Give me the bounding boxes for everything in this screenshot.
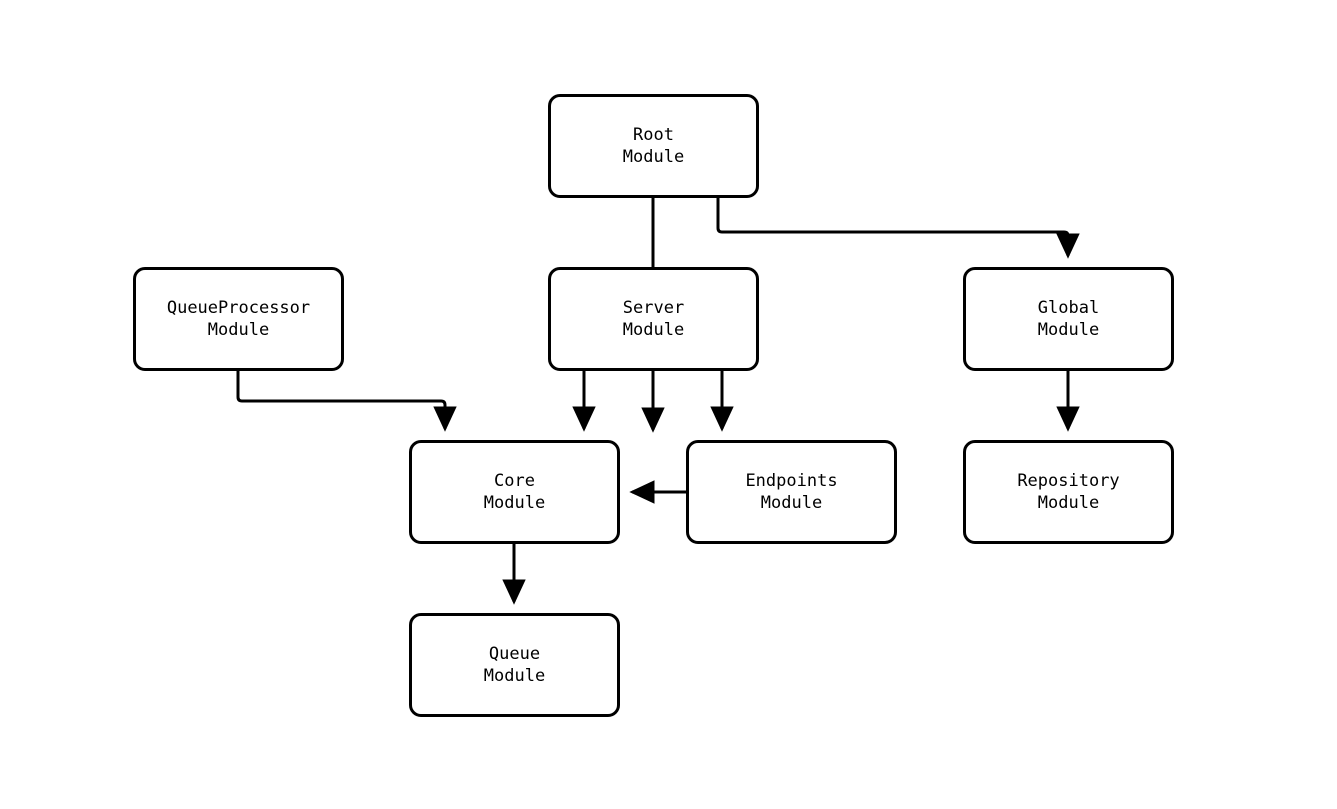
node-queue-module[interactable] [409, 613, 620, 717]
node-endpoints-module[interactable] [686, 440, 897, 544]
node-core-module-label-line1: Core [494, 471, 535, 491]
node-queue-module-label-line1: Queue [488, 644, 541, 664]
node-root-module[interactable] [548, 94, 759, 198]
node-queueprocessor-module[interactable] [133, 267, 344, 371]
node-repository-module[interactable] [963, 440, 1174, 544]
node-server-module-label-line1: Server [622, 298, 685, 318]
node-repository-module-label-line1: Repository [1017, 471, 1120, 491]
node-endpoints-module-label-line2: Module [760, 493, 823, 513]
node-server-module-label-line2: Module [622, 320, 685, 340]
node-global-module[interactable] [963, 267, 1174, 371]
node-core-module-label-line2: Module [483, 493, 546, 513]
edge-queueprocessor-to-core [238, 371, 445, 429]
edge-root-to-global [718, 198, 1068, 256]
node-queueprocessor-module-label-line2: Module [207, 320, 270, 340]
node-queueprocessor-module-label-line1: QueueProcessor [166, 298, 311, 318]
node-server-module[interactable] [548, 267, 759, 371]
node-queue-module-label-line2: Module [483, 666, 546, 686]
node-core-module[interactable] [409, 440, 620, 544]
node-root-module-label-line1: Root [633, 125, 674, 145]
node-global-module-label-line1: Global [1037, 298, 1100, 318]
node-endpoints-module-label-line1: Endpoints [745, 471, 838, 491]
node-root-module-label-line2: Module [622, 147, 685, 167]
node-global-module-label-line2: Module [1037, 320, 1100, 340]
node-repository-module-label-line2: Module [1037, 493, 1100, 513]
